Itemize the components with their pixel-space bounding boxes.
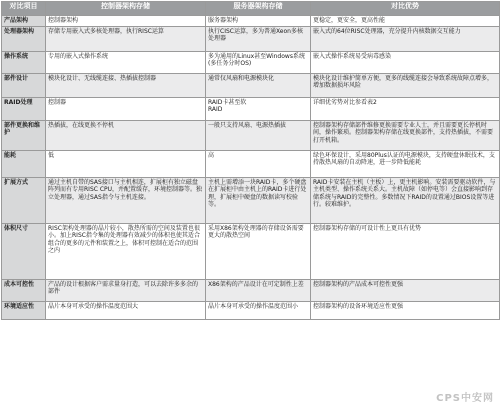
table-cell: 模块化设计维护简单方便，更多的线缆连接会导致系统故障点增多，增加数据损坏风险 bbox=[311, 74, 500, 98]
table-row bbox=[2, 224, 500, 280]
row-header-cell: 扩展方式 bbox=[2, 178, 46, 224]
table-cell: 晶片本身可承受的操作温度范围大 bbox=[46, 302, 206, 320]
table-cell: X86架构的产品设计在可定制性上差 bbox=[206, 280, 311, 302]
table-cell: 热插拔，在线更换不停机 bbox=[46, 121, 206, 151]
table-cell: 晶片本身可承受的操作温度范围小 bbox=[206, 302, 311, 320]
row-header-cell: 产品架构 bbox=[2, 16, 46, 27]
row-header-cell: 部件设计 bbox=[2, 74, 46, 98]
table-cell: 服务器架构 bbox=[206, 16, 311, 27]
table-cell: 控制器架构 bbox=[46, 16, 206, 27]
table-row bbox=[2, 280, 500, 302]
table-cell: 低 bbox=[46, 151, 206, 178]
table-cell: 通过主机自带的SAS接口与主机相连，扩展柜有独立磁盘阵列而有专用RISC CPU，并配置缓存，环境控制器等。独立处理器，通过SAS指令与主机连接。 bbox=[46, 178, 206, 224]
table-cell: 控制器 bbox=[46, 98, 206, 121]
table-cell: 嵌入式操作系统易受病毒感染 bbox=[311, 52, 500, 74]
table-cell: 模块化设计、无线缆连接、热插拔控制器 bbox=[46, 74, 206, 98]
row-header-cell: RAID处理 bbox=[2, 98, 46, 121]
table-cell: 主机上需增添一块RAID卡，多个硬盘在扩展柜中由主机上的RAID卡进行处理，扩展柜中硬盘的数据读写校验等。 bbox=[206, 178, 311, 224]
row-header-cell: 部件更换和维护 bbox=[2, 121, 46, 151]
header-row bbox=[2, 2, 500, 16]
table-row bbox=[2, 121, 500, 151]
table-cell: 绿色环保设计，采用80Plus认证的电源模块，支持硬盘休眠技术，支持散热风扇的自动降速，进一步降低能耗 bbox=[311, 151, 500, 178]
table-cell: 控制器架构的设备环境适应性更强 bbox=[311, 302, 500, 320]
row-header-cell: 操作系统 bbox=[2, 52, 46, 74]
row-header-cell: 成本可控性 bbox=[2, 280, 46, 302]
header-server-storage: 服务器架构存储 bbox=[206, 2, 311, 16]
table-cell: 嵌入式的64位RISC处理器，充分提升内核数据交互能力 bbox=[311, 27, 500, 52]
header-compare-item: 对比项目 bbox=[2, 2, 46, 16]
table-cell: 一般只支持风扇、电源热插拔 bbox=[206, 121, 311, 151]
table-row bbox=[2, 98, 500, 121]
table-cell: RAID卡甚至软 RAID bbox=[206, 98, 311, 121]
comparison-table bbox=[1, 1, 500, 320]
table-cell: 高 bbox=[206, 151, 311, 178]
row-header-cell: 环境适应性 bbox=[2, 302, 46, 320]
row-header-cell: 能耗 bbox=[2, 151, 46, 178]
table-cell: 控制器架构的产品成本可控性更强 bbox=[311, 280, 500, 302]
table-row bbox=[2, 74, 500, 98]
table-cell: 通常仅风扇和电源模块化 bbox=[206, 74, 311, 98]
table-row bbox=[2, 178, 500, 224]
table-row bbox=[2, 52, 500, 74]
table-row bbox=[2, 16, 500, 27]
watermark: CPS中安网 bbox=[436, 393, 494, 404]
table-cell: 详细优劣势对比参看表2 bbox=[311, 98, 500, 121]
table-cell: 采用X86架构处理器的存储设备需要更大的散热空间 bbox=[206, 224, 311, 280]
table-cell: RISC架构处理器的晶片较小，散热所需的空间及装置也很小。加上RISC指令集的处理器有效减少的体积也使其适合组合的更多的元件和装置之上，体积可控制在适合的范围之内 bbox=[46, 224, 206, 280]
table-cell: 控制器架构存储部件维修更换需要专业人士，并且需要更长停机时间，操作繁琐。控制器架构存储在线更换部件，支持热插拔，不需要打开机箱。 bbox=[311, 121, 500, 151]
table-cell: 专用的嵌入式操作系统 bbox=[46, 52, 206, 74]
table-cell: 控制器架构存储的可设计性上更具有优势 bbox=[311, 224, 500, 280]
header-controller-storage: 控制器架构存储 bbox=[46, 2, 206, 16]
table-cell: 执行CISC运算，多为普通Xeon多核处理器 bbox=[206, 27, 311, 52]
table-cell: 产品的设计根据客户需求量身打造，可以去除许多多余的部件 bbox=[46, 280, 206, 302]
header-advantage: 对比优势 bbox=[311, 2, 500, 16]
row-header-cell: 体积尺寸 bbox=[2, 224, 46, 280]
table-row bbox=[2, 27, 500, 52]
table-row bbox=[2, 302, 500, 320]
table-row bbox=[2, 151, 500, 178]
row-header-cell: 处理器架构 bbox=[2, 27, 46, 52]
table-cell: RAID卡安装在主机（主板）上，更主机影响。安装需要驱动软件，与主机类型、操作系统关系大。主机故障（如停电等）会直接影响到存储系统与RAID的完整性。多数情况下RAID的设置通过BIOS设置等进行。较难维护。 bbox=[311, 178, 500, 224]
table-cell: 存储专用嵌入式多核处理器，执行RISC运算 bbox=[46, 27, 206, 52]
table-cell: 更稳定，更安全，更高性能 bbox=[311, 16, 500, 27]
table-cell: 多为通用的Linux甚至Windows系统(多任务分时OS) bbox=[206, 52, 311, 74]
